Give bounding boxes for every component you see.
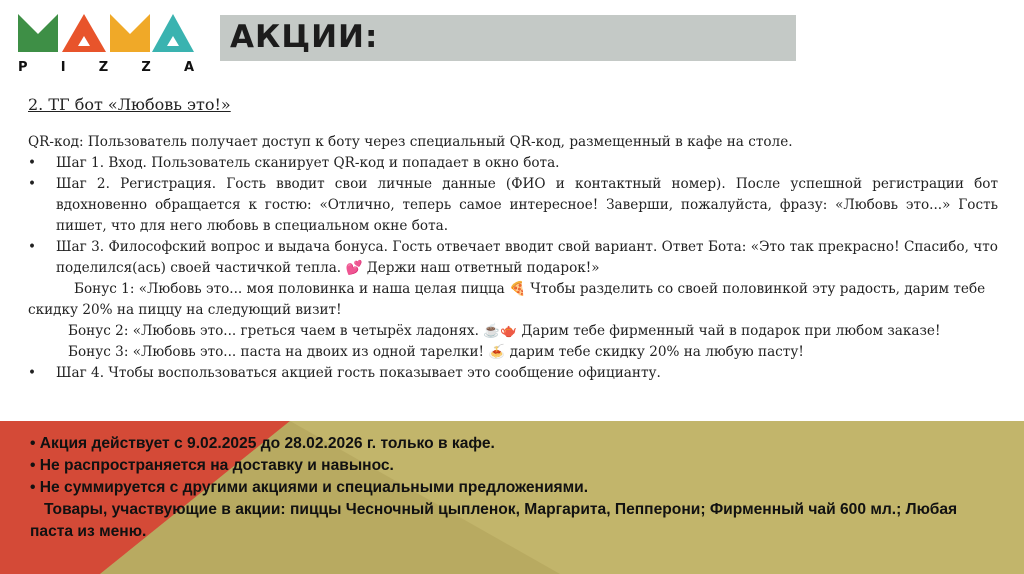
page-title: АКЦИИ: bbox=[230, 19, 379, 55]
logo-letter-m1 bbox=[18, 14, 58, 52]
footer-terms bbox=[30, 433, 1002, 543]
logo-subtitle bbox=[18, 60, 194, 75]
promo-description bbox=[24, 95, 998, 384]
list-item-step1 bbox=[24, 153, 998, 174]
list-item-step3 bbox=[24, 237, 998, 279]
section-subtitle: 2. ТГ бот «Любовь это!» bbox=[28, 95, 231, 114]
logo-letter-a2 bbox=[152, 14, 194, 52]
bonus2-text: Бонус 2: «Любовь это... греться чаем в четырёх ладонях. ☕🫖 Дарим тебе фирменный чай в подарок при любом заказе! bbox=[68, 323, 941, 339]
bullet-dot: • bbox=[28, 155, 37, 171]
list-item-step2 bbox=[24, 174, 998, 237]
logo-sub-letter: Z bbox=[98, 60, 109, 75]
bonus2-paragraph bbox=[24, 321, 998, 342]
logo-sub-letter: A bbox=[183, 60, 194, 75]
bullet-dot: • bbox=[28, 239, 37, 255]
terms-line: • Акция действует с 9.02.2025 до 28.02.2026 г. только в кафе. bbox=[30, 435, 495, 452]
header-bar bbox=[220, 15, 796, 61]
bonus1-text: Бонус 1: «Любовь это... моя половинка и наша целая пицца 🍕 Чтобы разделить со своей половинкой эту радость, дарим тебе скидку 20% на пиццу на следующий визит! bbox=[28, 281, 986, 318]
terms-line: • Не суммируется с другими акциями и специальными предложениями. bbox=[30, 479, 589, 496]
bullet-dot: • bbox=[28, 176, 37, 192]
logo-sub-letter: Z bbox=[141, 60, 151, 75]
bonus1-paragraph bbox=[24, 279, 998, 321]
step2-text: Шаг 2. Регистрация. Гость вводит свои личные данные (ФИО и контактный номер). После успешной регистрации бот вдохновенно обращается к гостю: «Отлично, теперь самое интересное! Заверши, пожалуйста, фразу: «Любовь это...» Гость пишет, что для него любовь в специальном окне бота. bbox=[56, 176, 998, 234]
list-item-step4 bbox=[24, 363, 998, 384]
step1-text: Шаг 1. Вход. Пользователь сканирует QR-код и попадает в окно бота. bbox=[56, 155, 560, 171]
logo-sub-letter: P bbox=[18, 60, 28, 75]
bonus3-text: Бонус 3: «Любовь это... паста на двоих из одной тарелки! 🍝 дарим тебе скидку 20% на любую пасту! bbox=[68, 344, 804, 360]
bonus3-paragraph bbox=[24, 342, 998, 363]
logo-letters bbox=[18, 14, 194, 52]
qr-text: QR-код: Пользователь получает доступ к боту через специальный QR-код, размещенный в кафе на столе. bbox=[28, 134, 793, 150]
footer-banner bbox=[0, 421, 1024, 574]
bullet-dot: • bbox=[28, 365, 37, 381]
mama-pizza-logo bbox=[18, 14, 194, 78]
step3-text: Шаг 3. Философский вопрос и выдача бонуса. Гость отвечает вводит свой вариант. Ответ Бота: «Это так прекрасно! Спасибо, что поделился(ась) своей частичкой тепла. 💕 Держи наш ответный подарок!» bbox=[56, 239, 998, 276]
logo-letter-a1 bbox=[62, 14, 106, 52]
terms-products: Товары, участвующие в акции: пиццы Чесночный цыпленок, Маргарита, Пепперони; Фирменный чай 600 мл.; Любая паста из меню. bbox=[30, 501, 958, 540]
step4-text: Шаг 4. Чтобы воспользоваться акцией гость показывает это сообщение официанту. bbox=[56, 365, 661, 381]
terms-line: • Не распространяется на доставку и навынос. bbox=[30, 457, 394, 474]
logo-sub-letter: I bbox=[60, 60, 66, 75]
qr-paragraph bbox=[24, 132, 998, 153]
logo-letter-m2 bbox=[110, 14, 150, 52]
